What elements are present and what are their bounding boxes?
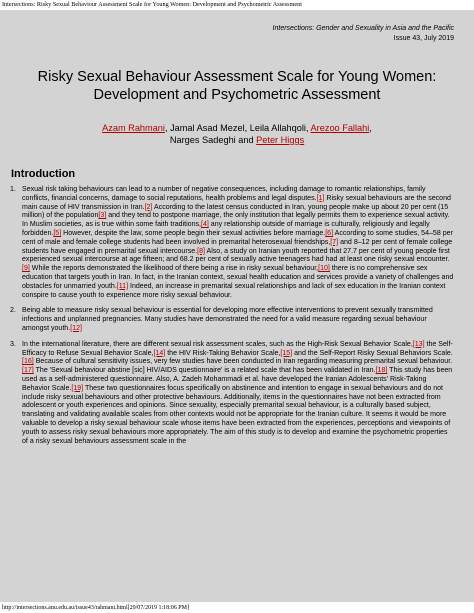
paragraph-text: Also, a study on Iranian youth reported that 27.7 per cent of young people first experienced sexual intercourse at age fifteen; and 68.2 per cent of sexually active teenagers had had at least one risky sexual encounter. bbox=[22, 247, 450, 264]
paragraph-text: According to the latest census conducted in Iran, young people make up about 20 per cent (15 million) of the population bbox=[22, 203, 449, 220]
author-link-rahmani[interactable]: Azam Rahmani bbox=[102, 123, 165, 133]
journal-name: Intersections: Gender and Sexuality in Asia and the Pacific bbox=[272, 25, 454, 32]
paragraph-text: Indeed, an increase in premarital sexual relationships and lack of sex education in the Iranian context conspire to cause youth to experience more risky sexual behaviour. bbox=[22, 282, 446, 299]
footnote-link-13[interactable]: [13] bbox=[412, 340, 425, 348]
browser-print-footer: http://intersections.anu.edu.au/issue43/rahmani.html[29/07/2019 1:18:06 PM] bbox=[0, 603, 474, 613]
footnote-link-15[interactable]: [15] bbox=[280, 349, 293, 357]
author-sadeghi: Narges Sadeghi bbox=[169, 135, 236, 145]
paragraph-text: In the international literature, there are different sexual risk assessment scales, such as the High-Risk Sexual Behavior Scale, bbox=[22, 340, 413, 348]
paragraph-list bbox=[0, 186, 474, 453]
document-page bbox=[0, 10, 474, 602]
author-list bbox=[20, 122, 454, 146]
footnote-link-4[interactable]: [4] bbox=[200, 221, 209, 229]
footnote-link-7[interactable]: [7] bbox=[330, 238, 339, 246]
paragraph-text: and the Self-Report Risky Sexual Behaviors Scale. bbox=[292, 349, 453, 357]
paragraph-text: However, despite the law, some people begin their sexual activities before marriage. bbox=[61, 229, 326, 237]
paragraph-text: This study has been used as a self-administered questionnaire. Also, A. Zadeh Mohammadi et al. have developed the Iranian Adolescents' Risk-Taking Behavior Scale. bbox=[22, 367, 453, 392]
footnote-link-9[interactable]: [9] bbox=[22, 265, 30, 273]
paragraph-text: While the reports demonstrated the likelihood of there being a rise in risky sexual behaviour, bbox=[29, 265, 319, 273]
section-heading: Introduction bbox=[11, 168, 76, 180]
paragraph-number: 2. bbox=[10, 307, 16, 315]
paragraph-text: Because of cultural sensitivity issues, very few studies have been conducted in Iran regarding measuring premarital sexual behaviour. bbox=[33, 358, 453, 366]
paragraph-number: 3. bbox=[10, 340, 16, 348]
author-separator: , bbox=[164, 123, 171, 133]
paragraph-text: the Self-Efficacy to Refuse Sexual Behavior Scale, bbox=[22, 340, 453, 357]
paragraph-text: These two questionnaires focus specifically on abstinence and intention to engage in sexual behaviours and do not include risky sexual behaviours and other protective behaviours. Additionally, items in the questionnaires have not been extracted from adolescent or youth experiences and opinions. Since sexuality, especially premarital sexual behaviour, is a culturally based subject, translating and validating available scales from other contexts would not be appropriate for the Iranian culture. It seems it would be more valuable to develop a risky sexual behaviour scale whose items have been extracted from the experiences, perceptions and viewpoints of youth to assess risky sexual behaviours more appropriately. The aim of this study is to develop and examine the psychometric properties of a risky sexual behaviours assessment scale in the bbox=[22, 384, 451, 445]
footnote-link-12[interactable]: [12] bbox=[70, 324, 82, 332]
author-separator: , bbox=[305, 123, 311, 133]
paragraph-3 bbox=[0, 341, 474, 447]
paragraph-text: any relationship outside of marriage is culturally, religiously and legally forbidden. bbox=[22, 221, 430, 237]
footnote-link-11[interactable]: [11] bbox=[116, 282, 129, 290]
article-title: Risky Sexual Behaviour Assessment Scale for Young Women: Development and Psychometric Assessment bbox=[37, 69, 437, 103]
footnote-link-8[interactable]: [8] bbox=[197, 247, 205, 255]
footnote-link-3[interactable]: [3] bbox=[98, 212, 107, 220]
paragraph-number: 1. bbox=[10, 186, 16, 193]
author-allahqoli: Leila Allahqoli bbox=[249, 123, 306, 133]
footnote-link-2[interactable]: [2] bbox=[144, 203, 153, 211]
footnote-link-1[interactable]: [1] bbox=[316, 194, 325, 202]
footnote-link-17[interactable]: [17] bbox=[22, 367, 34, 375]
author-separator: , bbox=[244, 123, 250, 133]
browser-print-header: Intersections: Risky Sexual Behaviour Assessment Scale for Young Women: Development and Psychometric Assessment bbox=[2, 1, 302, 8]
paragraph-text: the HIV Risk-Taking Behavior Scale, bbox=[165, 349, 281, 357]
footnote-link-19[interactable]: [19] bbox=[71, 384, 84, 392]
paragraph-text: The 'Sexual behaviour abstine [sic] HIV/AIDS questionnaire' is a related scale that has been validated in Iran. bbox=[33, 367, 376, 375]
paragraph-text: and 8–12 per cent of female college students have engaged in premarital sexual intercourse. bbox=[22, 238, 453, 255]
paragraph-text: and they tend to postpone marriage, the only institution that legally permits them to experience sexual activity. In Muslim societies, as is true within some faith traditions, bbox=[22, 212, 450, 229]
paragraph-text: Sexual risk taking behaviours can lead to a number of negative consequences, including damage to romantic relationships, family conflicts, financial concerns, damage to social reputations, health problems and legal disputes. bbox=[22, 186, 426, 202]
paragraph-text: According to some studies, 54–58 per cent of male and female college students had been involved in premarital heterosexual friendships, bbox=[22, 229, 453, 246]
paragraph-text: there is no comprehensive sex education that targets youth in Iran. In fact, in the Iranian context, sexual health education and services provide a variety of challenges and obstacles for unmarried youth. bbox=[22, 265, 454, 290]
author-separator: , bbox=[369, 123, 372, 133]
footnote-link-14[interactable]: [14] bbox=[153, 349, 166, 357]
journal-info bbox=[273, 24, 454, 44]
journal-issue: Issue 43, July 2019 bbox=[393, 35, 454, 42]
footnote-link-5[interactable]: [5] bbox=[53, 229, 62, 237]
paragraph-text: Being able to measure risky sexual behaviour is essential for developing more effective interventions to prevent sexually transmitted infections and unplanned pregnancies. Many studies have demonstrated the need for a valid measure regarding sexual behaviour amongst youth. bbox=[22, 307, 433, 332]
paragraph-2 bbox=[0, 307, 474, 333]
author-link-fallahi[interactable]: Arezoo Fallahi bbox=[310, 123, 370, 133]
paragraph-1 bbox=[0, 186, 474, 300]
author-link-higgs[interactable]: Peter Higgs bbox=[256, 135, 305, 145]
footnote-link-16[interactable]: [16] bbox=[22, 358, 34, 366]
author-mezel: Jamal Asad Mezel bbox=[170, 123, 245, 133]
author-separator: and bbox=[235, 135, 257, 145]
footnote-link-6[interactable]: [6] bbox=[325, 229, 334, 237]
footnote-link-18[interactable]: [18] bbox=[375, 367, 388, 375]
footnote-link-10[interactable]: [10] bbox=[318, 265, 330, 273]
paragraph-text: Risky sexual behaviours are the second main cause of HIV transmission in Iran. bbox=[22, 194, 451, 211]
